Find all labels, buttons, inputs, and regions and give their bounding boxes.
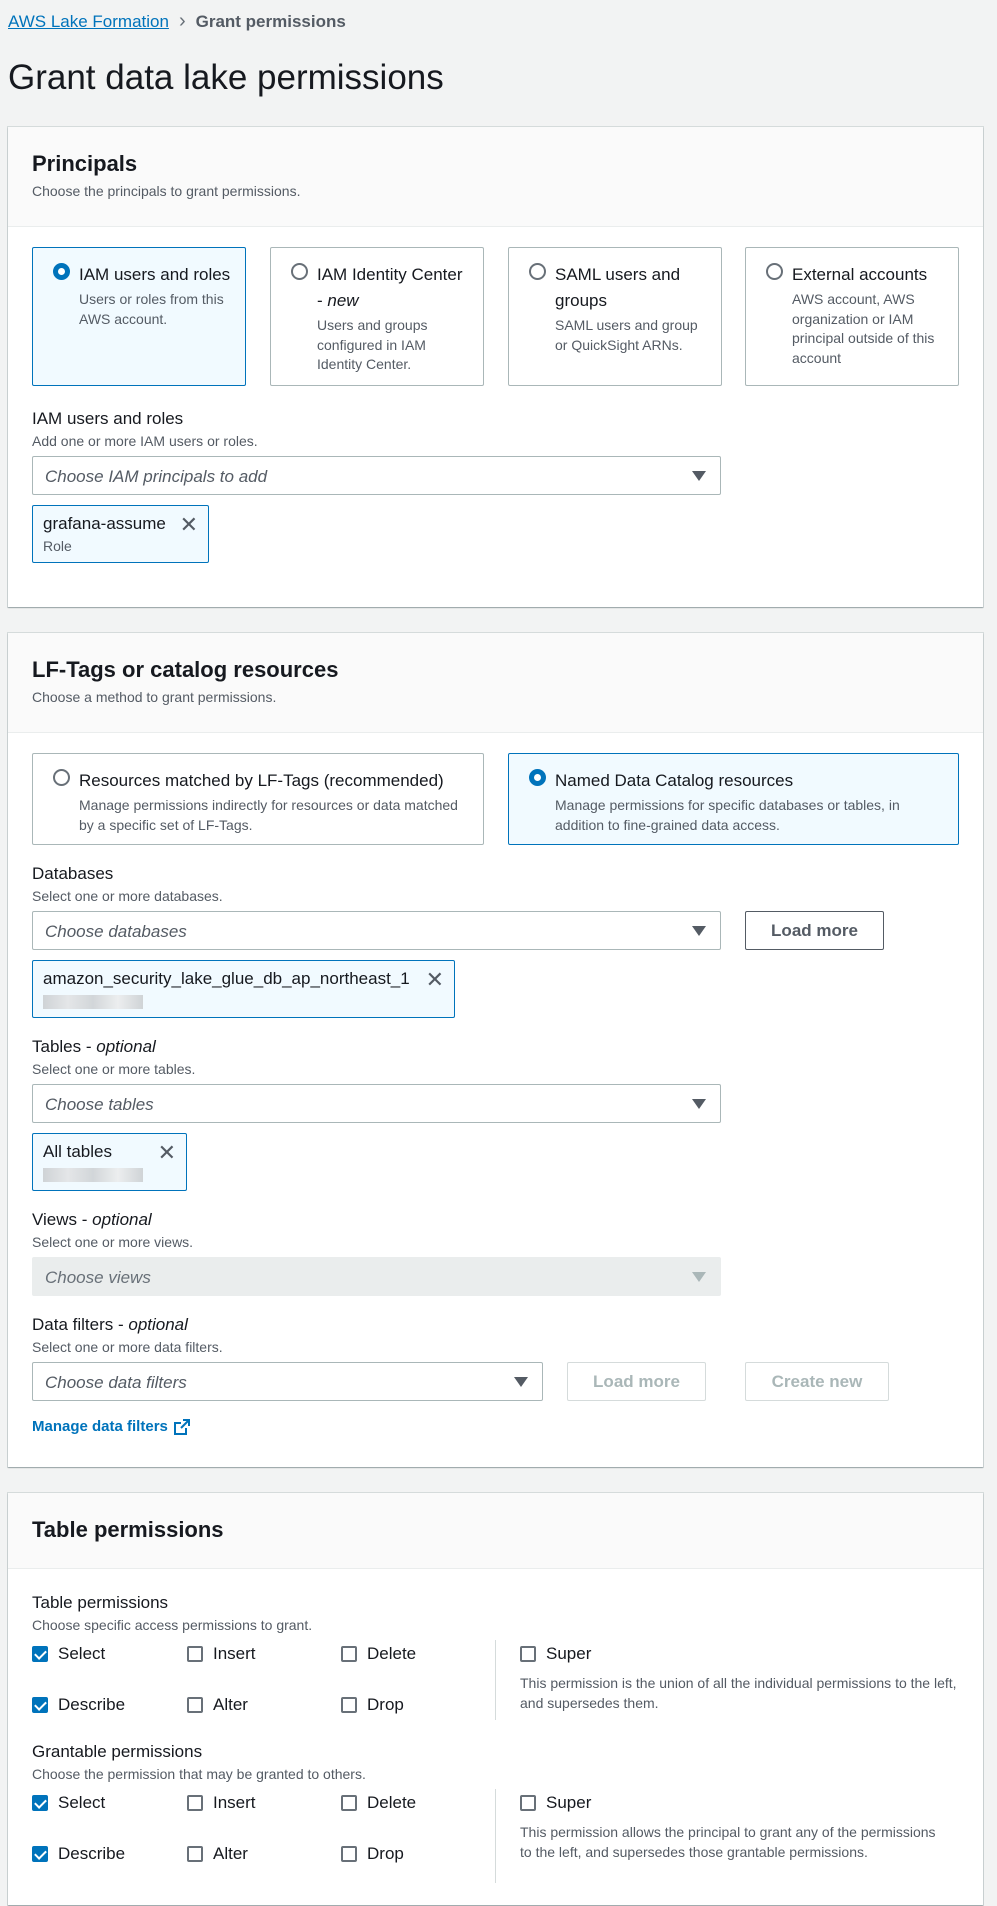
checkbox-insert[interactable]: [187, 1644, 256, 1664]
resources-title: LF-Tags or catalog resources: [32, 657, 339, 682]
principals-header: [8, 127, 983, 227]
grant-checkbox-alter[interactable]: [187, 1844, 248, 1864]
iam-users-label: IAM users and roles: [32, 409, 184, 428]
option-desc: Users or roles from this AWS account.: [79, 291, 224, 327]
option-desc: Users and groups configured in IAM Identity Center.: [317, 317, 428, 372]
select-placeholder: Choose data filters: [45, 1373, 187, 1392]
option-desc: Manage permissions indirectly for resources or data matched by a specific set of LF-Tags.: [79, 797, 458, 833]
views-select: [32, 1257, 721, 1296]
checkbox-icon[interactable]: [187, 1846, 203, 1862]
breadcrumb: [8, 10, 346, 33]
checkbox-label: Drop: [367, 1695, 404, 1714]
caret-down-icon: [692, 1099, 706, 1109]
select-placeholder: Choose IAM principals to add: [45, 467, 268, 486]
select-placeholder: Choose tables: [45, 1095, 154, 1114]
grant-checkbox-super[interactable]: [520, 1793, 591, 1813]
tables-select[interactable]: [32, 1084, 721, 1123]
databases-select[interactable]: [32, 911, 721, 950]
checkbox-label: Select: [58, 1644, 106, 1663]
option-title: IAM Identity Center - new: [317, 265, 463, 310]
checkbox-icon[interactable]: [187, 1795, 203, 1811]
radio-selected-icon[interactable]: [53, 263, 70, 280]
external-link-icon: [174, 1419, 190, 1435]
super-note: This permission is the union of all the individual permissions to the left, and supersedes them.: [520, 1675, 957, 1711]
checkbox-select[interactable]: [32, 1644, 105, 1664]
tables-label: Tables - optional: [32, 1037, 156, 1056]
checkbox-super[interactable]: [520, 1644, 591, 1664]
principal-option-external[interactable]: [745, 247, 959, 386]
grantable-permissions-label: Grantable permissions: [32, 1742, 203, 1761]
checkbox-label: Delete: [367, 1644, 417, 1663]
tables-token: [32, 1133, 187, 1191]
checkbox-label: Super: [546, 1793, 592, 1812]
close-icon[interactable]: ✕: [425, 967, 444, 992]
token-name: grafana-assume: [43, 514, 166, 533]
resource-option-lf-tags[interactable]: [32, 753, 484, 845]
checkbox-label: Delete: [367, 1793, 417, 1812]
checkbox-drop[interactable]: [341, 1695, 404, 1715]
principals-description: Choose the principals to grant permissions.: [32, 183, 301, 199]
option-title: External accounts: [792, 265, 928, 284]
option-title: IAM users and roles: [79, 265, 231, 284]
radio-icon[interactable]: [291, 263, 308, 280]
divider: [495, 1640, 496, 1720]
checkbox-label: Insert: [213, 1793, 256, 1812]
token-type: Role: [43, 538, 72, 554]
checkbox-label: Drop: [367, 1844, 404, 1863]
resource-option-named[interactable]: [508, 753, 959, 845]
table-permissions-header: [8, 1493, 983, 1569]
principals-panel: [8, 127, 983, 607]
checkbox-label: Super: [546, 1644, 592, 1663]
grantable-permissions-desc: Choose the permission that may be granted to others.: [32, 1766, 366, 1782]
table-permissions-desc: Choose specific access permissions to grant.: [32, 1617, 313, 1633]
token-name: amazon_security_lake_glue_db_ap_northeast_1: [43, 969, 410, 988]
checkbox-label: Alter: [213, 1844, 248, 1863]
table-permissions-title: Table permissions: [32, 1517, 224, 1542]
principals-title: Principals: [32, 151, 138, 176]
breadcrumb-link-lake-formation[interactable]: AWS Lake Formation: [8, 11, 169, 31]
create-new-button[interactable]: Create new: [745, 1362, 889, 1401]
checkbox-label: Describe: [58, 1695, 126, 1714]
close-icon[interactable]: ✕: [179, 512, 198, 537]
grant-checkbox-insert[interactable]: [187, 1793, 256, 1813]
caret-down-icon: [692, 1272, 706, 1282]
checkbox-icon[interactable]: [520, 1795, 536, 1811]
option-title: Named Data Catalog resources: [555, 771, 794, 790]
checkbox-delete[interactable]: [341, 1644, 416, 1664]
page-title: Grant data lake permissions: [8, 58, 444, 97]
checkbox-label: Alter: [213, 1695, 248, 1714]
data-filters-desc: Select one or more data filters.: [32, 1339, 223, 1355]
caret-down-icon: [514, 1377, 528, 1387]
redacted-text: [43, 1168, 143, 1182]
checkbox-checked-icon[interactable]: [32, 1646, 48, 1662]
grant-super-note: This permission allows the principal to grant any of the permissions to the left, and supersedes those grantable permissions.: [520, 1824, 936, 1860]
checkbox-label: Describe: [58, 1844, 126, 1863]
filters-load-more-button[interactable]: Load more: [567, 1362, 706, 1401]
views-label: Views - optional: [32, 1210, 152, 1229]
option-desc: SAML users and group or QuickSight ARNs.: [555, 317, 698, 353]
redacted-text: [43, 995, 143, 1009]
table-permissions-label: Table permissions: [32, 1593, 169, 1612]
database-token: [32, 960, 455, 1018]
resources-description: Choose a method to grant permissions.: [32, 689, 277, 705]
principal-token: [32, 505, 209, 563]
checkbox-icon[interactable]: [520, 1646, 536, 1662]
checkbox-describe[interactable]: [32, 1695, 125, 1715]
select-placeholder: Choose views: [45, 1268, 151, 1287]
checkbox-icon[interactable]: [341, 1646, 357, 1662]
table-permissions-panel: [8, 1493, 983, 1905]
data-filters-select[interactable]: [32, 1362, 543, 1401]
checkbox-checked-icon[interactable]: [32, 1846, 48, 1862]
caret-down-icon: [692, 926, 706, 936]
divider: [495, 1789, 496, 1883]
checkbox-icon[interactable]: [187, 1646, 203, 1662]
grant-checkbox-drop[interactable]: [341, 1844, 404, 1864]
iam-users-desc: Add one or more IAM users or roles.: [32, 433, 258, 449]
select-placeholder: Choose databases: [45, 922, 187, 941]
radio-selected-icon[interactable]: [529, 769, 546, 786]
databases-label: Databases: [32, 864, 114, 883]
data-filters-label: Data filters - optional: [32, 1315, 188, 1334]
checkbox-alter[interactable]: [187, 1695, 248, 1715]
databases-desc: Select one or more databases.: [32, 888, 223, 904]
option-desc: Manage permissions for specific databases or tables, in addition to fine-grained data access.: [555, 797, 900, 833]
radio-icon[interactable]: [529, 263, 546, 280]
views-desc: Select one or more views.: [32, 1234, 194, 1250]
principal-option-identity-center[interactable]: [270, 247, 484, 386]
tables-desc: Select one or more tables.: [32, 1061, 196, 1077]
grant-checkbox-describe[interactable]: [32, 1844, 125, 1864]
checkbox-icon[interactable]: [341, 1846, 357, 1862]
checkbox-checked-icon[interactable]: [32, 1795, 48, 1811]
principal-option-iam[interactable]: [32, 247, 246, 386]
checkbox-checked-icon[interactable]: [32, 1697, 48, 1713]
token-name: All tables: [43, 1142, 112, 1161]
option-desc: AWS account, AWS organization or IAM principal outside of this account: [792, 291, 935, 366]
checkbox-label: Insert: [213, 1644, 256, 1663]
iam-principals-select[interactable]: [32, 456, 721, 495]
manage-data-filters-link[interactable]: [32, 1418, 190, 1435]
radio-icon[interactable]: [766, 263, 783, 280]
checkbox-icon[interactable]: [341, 1697, 357, 1713]
option-title: SAML users and groups: [555, 265, 681, 310]
checkbox-icon[interactable]: [341, 1795, 357, 1811]
grant-checkbox-delete[interactable]: [341, 1793, 416, 1813]
chevron-right-icon: ›: [178, 10, 186, 32]
close-icon[interactable]: ✕: [157, 1140, 176, 1165]
resources-panel: [8, 633, 983, 1467]
checkbox-icon[interactable]: [187, 1697, 203, 1713]
principal-option-saml[interactable]: [508, 247, 722, 386]
breadcrumb-current: Grant permissions: [195, 11, 346, 31]
link-label: Manage data filters: [32, 1418, 168, 1435]
resources-header: [8, 633, 983, 733]
radio-icon[interactable]: [53, 769, 70, 786]
option-title: Resources matched by LF-Tags (recommended): [79, 771, 444, 790]
caret-down-icon: [692, 471, 706, 481]
databases-load-more-button[interactable]: Load more: [745, 911, 884, 950]
grant-checkbox-select[interactable]: [32, 1793, 105, 1813]
checkbox-label: Select: [58, 1793, 106, 1812]
